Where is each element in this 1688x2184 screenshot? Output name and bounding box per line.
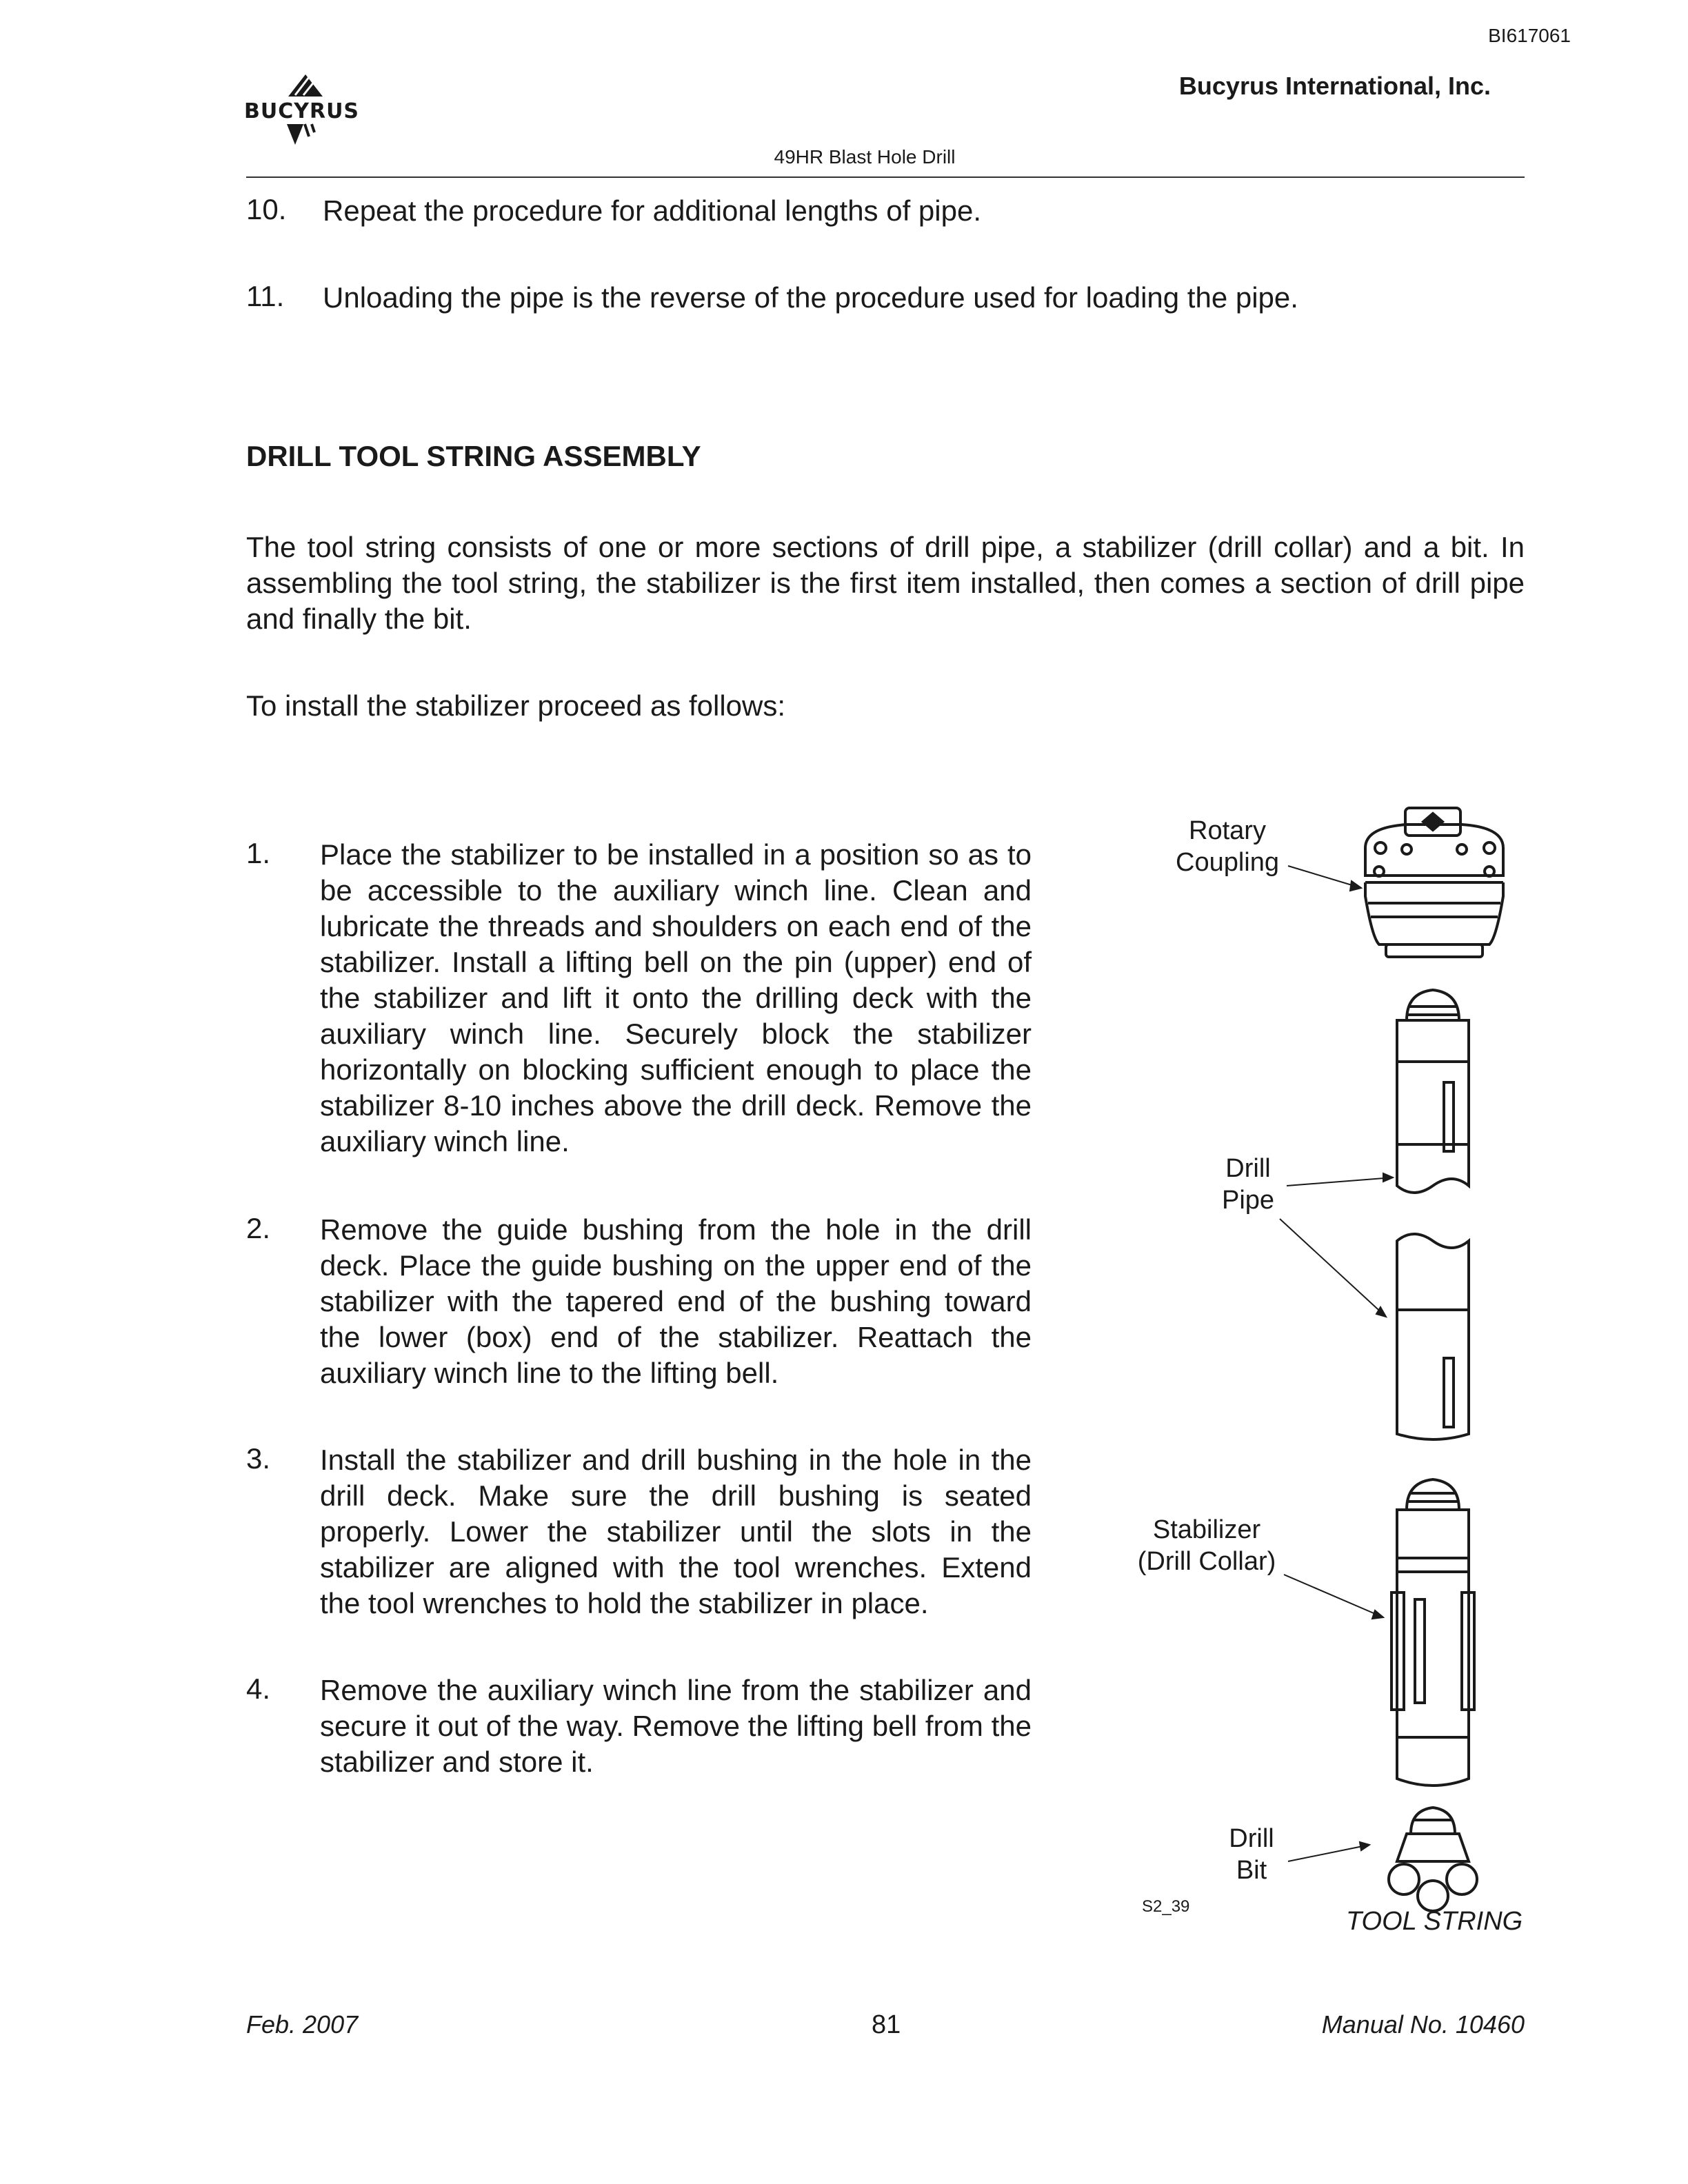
step-text: Remove the guide bushing from the hole in the drill deck. Place the guide bushing on the upper end of the stabilizer with the tapered end of the bushing toward the lower (box) end of the stabilizer. Reattach the auxiliary winch line to the lifting bell. (320, 1213, 1032, 1389)
stabilizer-drawing (1391, 1479, 1474, 1786)
logo-text: BUCYRUS (244, 99, 360, 123)
drill-pipe-upper-drawing (1397, 990, 1469, 1193)
lead-in-text: To install the stabilizer proceed as follows: (246, 689, 786, 722)
rotary-coupling-drawing (1365, 808, 1503, 957)
label-rotary-coupling: Rotary Coupling (1176, 816, 1279, 877)
footer-date: Feb. 2007 (246, 2010, 359, 2039)
tool-string-illustration (1103, 800, 1545, 1944)
document-subtitle: 49HR Blast Hole Drill (774, 146, 956, 168)
company-name: Bucyrus International, Inc. (1178, 72, 1491, 100)
tool-string-figure (1103, 800, 1545, 1944)
document-id: BI617061 (1488, 25, 1571, 46)
step-number: 1. (246, 837, 271, 869)
step-number: 2. (246, 1212, 271, 1244)
label-drill-pipe: Drill Pipe (1221, 1154, 1275, 1215)
footer-manual-number: Manual No. 10460 (1321, 2010, 1525, 2039)
step-number: 3. (246, 1442, 271, 1475)
label-drill-bit: Drill Bit (1229, 1824, 1274, 1885)
step-text: Install the stabilizer and drill bushing in the hole in the drill deck. Make sure the drill bushing is seated properly. Lower the stabilizer until the slots in the stabilizer are aligned with the tool wrenches. Extend the tool wrenches to hold the stabilizer in place. (320, 1444, 1032, 1619)
page-number: 81 (872, 2010, 901, 2039)
section-heading: DRILL TOOL STRING ASSEMBLY (246, 440, 701, 472)
drill-bit-drawing (1389, 1808, 1477, 1911)
header-rule (246, 176, 1525, 178)
step-text: Place the stabilizer to be installed in a position so as to be accessible to the auxiliary winch line. Clean and lubricate the threads and shoulders on each end of the stabilizer. Install a lifting bell on the pin (upper) end of the stabilizer and lift it onto the drilling deck with the auxiliary winch line. Securely block the stabilizer horizontally on blocking sufficient enough to place the stabilizer 8-10 inches above the drill deck. Remove the auxiliary winch line. (320, 838, 1032, 1157)
step-text: Remove the auxiliary winch line from the stabilizer and secure it out of the way. Remove the lifting bell from the stabilizer and store it. (320, 1674, 1032, 1778)
label-stabilizer: Stabilizer (Drill Collar) (1137, 1515, 1276, 1576)
step-text: Repeat the procedure for additional lengths of pipe. (323, 194, 981, 227)
step-number: 4. (246, 1672, 271, 1705)
figure-code: S2_39 (1142, 1897, 1190, 1916)
step-number: 10. (246, 193, 287, 225)
drill-pipe-lower-drawing (1397, 1234, 1469, 1439)
step-text: Unloading the pipe is the reverse of the procedure used for loading the pipe. (323, 281, 1298, 314)
step-number: 11. (246, 280, 285, 312)
section-paragraph: The tool string consists of one or more sections of drill pipe, a stabilizer (drill collar) and a bit. In assembling the tool string, the stabilizer is the first item installed, then comes a section of drill pipe and finally the bit. (246, 531, 1525, 635)
bucyrus-logo (240, 69, 371, 152)
figure-caption: TOOL STRING (1346, 1907, 1523, 1936)
